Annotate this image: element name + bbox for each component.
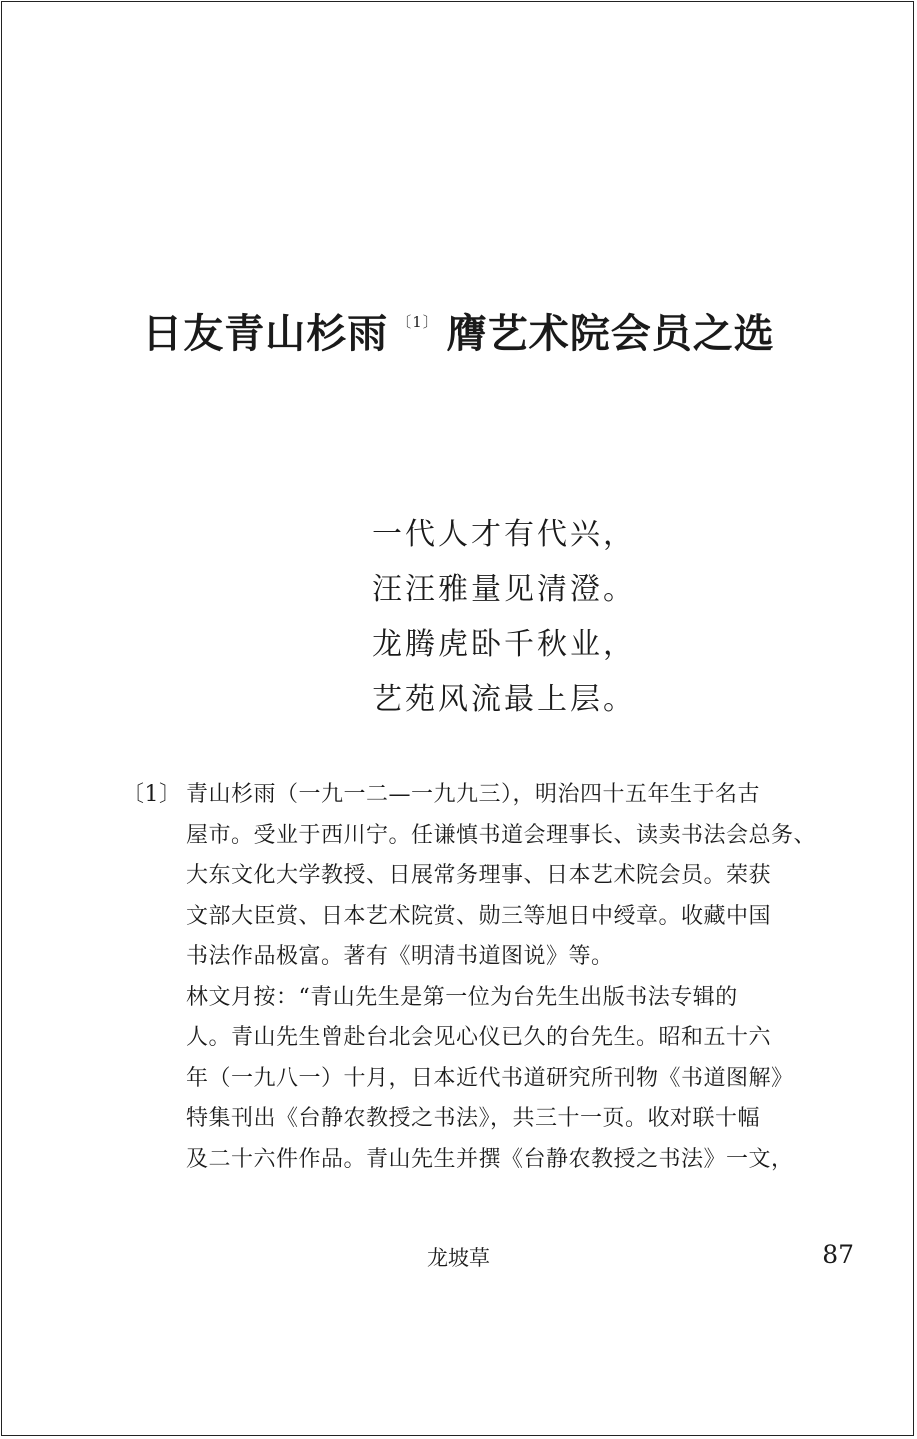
page-number: 87 <box>822 1240 854 1269</box>
footnote-line: 特集刊出《台静农教授之书法》，共三十一页。收对联十幅 <box>186 1106 761 1131</box>
footnote-line-text: 青山杉雨（一九一二—一九九三），明治四十五年生于名古 <box>186 782 761 807</box>
title-text-after: 膺艺术院会员之选 <box>446 310 775 357</box>
footnote-line <box>122 775 862 816</box>
page-title <box>0 292 917 364</box>
title-text-before: 日友青山杉雨 <box>142 310 389 357</box>
footnote-line: 书法作品极富。著有《明清书道图说》等。 <box>186 944 614 969</box>
footnote-line: 文部大臣赏、日本艺术院赏、勋三等旭日中绶章。收藏中国 <box>186 903 772 929</box>
footnote-line: 年（一九八一）十月，日本近代书道研究所刊物《书道图解》 <box>186 1065 794 1091</box>
poem <box>372 507 636 727</box>
footnote-line: 大东文化大学教授、日展常务理事、日本艺术院会员。荣获 <box>186 863 772 888</box>
footnote <box>122 775 862 1180</box>
footnote-line: 屋市。受业于西川宁。任谦慎书道会理事长、读卖书法会总务、 <box>186 822 817 848</box>
footnote-line: 及二十六件作品。青山先生并撰《台静农教授之书法》一文， <box>186 1146 794 1172</box>
poem-line: 龙腾虎卧千秋业， <box>372 627 636 662</box>
title-footnote-marker[interactable]: 〔1〕 <box>396 313 439 331</box>
footnote-marker: 〔1〕 <box>122 782 182 807</box>
running-footer-book-title: 龙坡草 <box>427 1246 490 1270</box>
poem-line: 汪汪雅量见清澄。 <box>372 572 636 607</box>
footnote-line: 人。青山先生曾赴台北会见心仪已久的台先生。昭和五十六 <box>186 1025 772 1050</box>
poem-line: 一代人才有代兴， <box>372 517 636 552</box>
poem-line: 艺苑风流最上层。 <box>372 682 636 717</box>
footnote-line: 林文月按：“青山先生是第一位为台先生出版书法专辑的 <box>186 984 738 1010</box>
